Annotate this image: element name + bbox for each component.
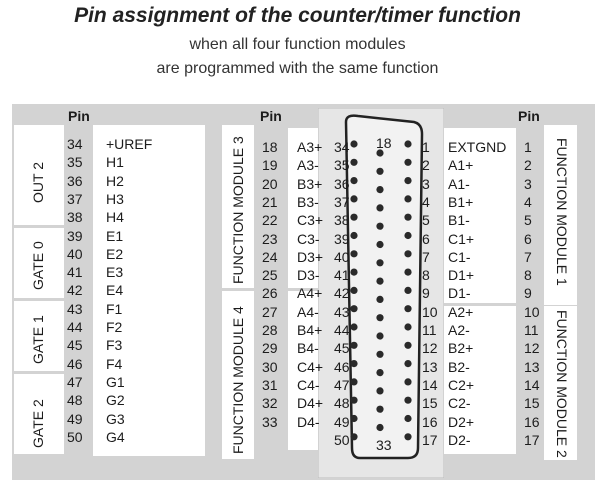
- left-signal-name: F4: [106, 355, 123, 372]
- connector-pin-number-left: 44: [334, 322, 350, 338]
- connector-pin-number-right: 15: [422, 395, 438, 412]
- pin-dot: [404, 195, 411, 202]
- right-signal-name: D2+: [448, 413, 475, 430]
- pin-dot: [376, 296, 383, 303]
- left-signal-name: H1: [106, 154, 124, 171]
- middle-signal-name: D3-: [297, 267, 320, 284]
- middle-signal-name: B4+: [297, 322, 323, 338]
- pin-dot: [376, 332, 383, 339]
- pin-dot: [350, 397, 357, 404]
- right-signal-name: B2-: [448, 358, 470, 375]
- left-signal-name: G2: [106, 392, 125, 409]
- middle-pin-number: 27: [262, 303, 278, 320]
- pin-dot: [404, 177, 411, 184]
- right-signal-name: C2+: [448, 376, 475, 393]
- left-signal-name: +UREF: [106, 136, 153, 152]
- right-signal-name: A2+: [448, 303, 474, 320]
- left-signal-name: H3: [106, 190, 124, 207]
- pin-dot: [404, 305, 411, 312]
- connector-pin-number-right: 17: [422, 431, 438, 448]
- right-pin-number: 11: [524, 322, 539, 338]
- pin-dot: [350, 323, 357, 330]
- pin-dot: [376, 223, 383, 230]
- middle-pin-number: 22: [262, 212, 278, 229]
- middle-pin-number: 33: [262, 413, 278, 430]
- module-label-2: FUNCTION MODULE 2: [554, 310, 570, 458]
- middle-signal-name: A3+: [297, 139, 323, 155]
- pin-dot: [376, 259, 383, 266]
- group-label-gate2: GATE 2: [30, 399, 46, 448]
- left-pin-number: 42: [67, 282, 83, 299]
- connector-pin-number-right: 3: [422, 175, 430, 192]
- right-pin-number: 17: [524, 431, 540, 448]
- connector-pin-number-right: 2: [422, 157, 430, 174]
- group-label-gate1: GATE 1: [30, 315, 46, 364]
- pin-dot: [376, 424, 383, 431]
- right-pin-number: 9: [524, 285, 532, 302]
- right-pin-number: 10: [524, 303, 540, 320]
- left-signal-name: E4: [106, 282, 124, 299]
- connector-pin-number-left: 48: [334, 395, 350, 412]
- right-pin-number: 7: [524, 248, 532, 265]
- middle-signal-name: C3-: [297, 230, 320, 247]
- pin-dot: [376, 278, 383, 285]
- connector-pin-number-right: 5: [422, 212, 430, 229]
- middle-pin-number: 19: [262, 157, 278, 174]
- connector-pin-number-left: 50: [334, 431, 350, 448]
- pin-dot: [350, 250, 357, 257]
- connector-pin-number-right: 6: [422, 230, 430, 247]
- middle-pin-number: 32: [262, 395, 278, 412]
- right-pin-number: 12: [524, 340, 540, 357]
- middle-signal-name: D3+: [297, 248, 324, 265]
- left-signal-name: E2: [106, 245, 124, 262]
- connector-bottom-label: 33: [376, 437, 392, 453]
- pin-dot: [376, 369, 383, 376]
- pin-dot: [404, 378, 411, 385]
- group-label-out2: OUT 2: [30, 162, 46, 203]
- right-pin-number: 13: [524, 358, 540, 375]
- middle-signal-name: A4-: [297, 303, 319, 320]
- connector-pin-number-right: 9: [422, 285, 430, 302]
- left-pin-number: 48: [67, 392, 83, 409]
- connector-pin-number-right: 14: [422, 376, 438, 393]
- pin-dot: [350, 433, 357, 440]
- pin-dot: [376, 186, 383, 193]
- pin-dot: [376, 314, 383, 321]
- connector-pin-number-left: 36: [334, 175, 350, 192]
- connector-pin-number-left: 41: [334, 267, 350, 284]
- pin-dot: [404, 250, 411, 257]
- connector-pin-number-right: 1: [422, 139, 430, 155]
- connector-pin-number-left: 45: [334, 340, 350, 357]
- middle-signal-name: C4+: [297, 358, 324, 375]
- left-pin-number: 34: [67, 136, 83, 152]
- left-pin-number: 47: [67, 373, 83, 390]
- right-pin-number: 5: [524, 212, 532, 229]
- right-pin-number: 1: [524, 139, 532, 155]
- left-pin-number: 46: [67, 355, 83, 372]
- connector-pin-number-left: 47: [334, 376, 350, 393]
- connector-pin-number-right: 12: [422, 340, 438, 357]
- left-pin-number: 40: [67, 245, 83, 262]
- right-signal-name: A2-: [448, 322, 470, 338]
- module-label-1: FUNCTION MODULE 1: [554, 138, 570, 286]
- pin-dot: [350, 342, 357, 349]
- right-signal-name: A1+: [448, 157, 474, 174]
- group-label-gate0: GATE 0: [30, 241, 46, 290]
- pin-dot: [350, 140, 357, 147]
- middle-signal-name: D4+: [297, 395, 324, 412]
- left-pin-number: 39: [67, 227, 83, 244]
- connector-pin-number-left: 43: [334, 303, 350, 320]
- pin-dot: [350, 177, 357, 184]
- right-signal-name: B2+: [448, 340, 474, 357]
- pin-dot: [404, 342, 411, 349]
- pin-dot: [404, 397, 411, 404]
- pin-dot: [404, 287, 411, 294]
- pin-dot: [404, 140, 411, 147]
- middle-signal-name: B3+: [297, 175, 323, 192]
- pin-dot: [350, 378, 357, 385]
- middle-signal-name: D4-: [297, 413, 320, 430]
- middle-signal-name: B4-: [297, 340, 319, 357]
- module-label-3: FUNCTION MODULE 3: [230, 136, 246, 284]
- left-pin-number: 44: [67, 319, 83, 335]
- left-signal-name: H4: [106, 209, 124, 226]
- right-pin-number: 2: [524, 157, 532, 174]
- right-pin-number: 4: [524, 193, 532, 210]
- pin-dot: [376, 168, 383, 175]
- connector-shell: [346, 116, 422, 458]
- connector-pin-number-right: 8: [422, 267, 430, 284]
- pin-dot: [350, 214, 357, 221]
- connector-pin-number-right: 4: [422, 193, 430, 210]
- right-signal-name: C2-: [448, 395, 471, 412]
- right-signal-name: A1-: [448, 175, 470, 192]
- left-pin-number: 43: [67, 300, 83, 317]
- pin-dot: [350, 287, 357, 294]
- connector-pin-number-left: 49: [334, 413, 350, 430]
- right-signal-name: D1+: [448, 267, 475, 284]
- left-signal-name: F1: [106, 300, 123, 317]
- middle-signal-name: A4+: [297, 285, 323, 302]
- left-pin-number: 36: [67, 172, 83, 189]
- pin-dot: [404, 159, 411, 166]
- pin-dot: [404, 269, 411, 276]
- left-signal-name: E1: [106, 227, 124, 244]
- left-signal-name: F2: [106, 319, 123, 335]
- right-signal-name: B1+: [448, 193, 474, 210]
- pin-dot: [404, 360, 411, 367]
- right-signal-name: EXTGND: [448, 139, 507, 155]
- pin-dot: [376, 204, 383, 211]
- connector-pin-number-left: 38: [334, 212, 350, 229]
- connector-pin-number-right: 7: [422, 248, 430, 265]
- left-signal-name: F3: [106, 337, 123, 354]
- connector-pin-number-left: 39: [334, 230, 350, 247]
- middle-pin-number: 23: [262, 230, 278, 247]
- middle-pin-number: 28: [262, 322, 278, 338]
- pin-dot: [404, 232, 411, 239]
- connector-pin-number-left: 37: [334, 193, 350, 210]
- page-title: Pin assignment of the counter/timer function: [74, 4, 521, 27]
- left-signal-name: E3: [106, 264, 124, 281]
- pin-header-middle: Pin: [260, 108, 282, 124]
- middle-pin-number: 21: [262, 193, 278, 210]
- right-signal-name: D1-: [448, 285, 471, 302]
- pin-dot: [350, 232, 357, 239]
- right-signal-name: D2-: [448, 431, 471, 448]
- pin-dot: [404, 415, 411, 422]
- pin-dot: [350, 195, 357, 202]
- middle-pin-number: 31: [262, 376, 278, 393]
- right-pin-number: 14: [524, 376, 540, 393]
- pin-dot: [350, 159, 357, 166]
- middle-signal-name: B3-: [297, 193, 319, 210]
- right-pin-number: 15: [524, 395, 540, 412]
- pin-dot: [404, 323, 411, 330]
- connector-pin-number-right: 11: [422, 322, 437, 338]
- right-pin-number: 3: [524, 175, 532, 192]
- middle-signal-name: C4-: [297, 376, 320, 393]
- subtitle-line-1: when all four function modules: [189, 36, 406, 53]
- connector-pin-number-right: 10: [422, 303, 438, 320]
- right-pin-number: 8: [524, 267, 532, 284]
- right-signal-name: B1-: [448, 212, 470, 229]
- right-pin-number: 16: [524, 413, 540, 430]
- middle-pin-number: 25: [262, 267, 278, 284]
- left-pin-number: 49: [67, 410, 83, 427]
- pin-dot: [350, 305, 357, 312]
- middle-pin-number: 30: [262, 358, 278, 375]
- middle-pin-number: 26: [262, 285, 278, 302]
- left-pin-number: 38: [67, 209, 83, 226]
- left-signal-name: H2: [106, 172, 124, 189]
- left-pin-number: 41: [67, 264, 83, 281]
- pin-dot: [404, 214, 411, 221]
- pin-dot: [376, 351, 383, 358]
- middle-pin-number: 18: [262, 139, 278, 155]
- pin-dot: [376, 406, 383, 413]
- left-pin-number: 37: [67, 190, 83, 207]
- pin-dot: [376, 241, 383, 248]
- left-signal-name: G3: [106, 410, 125, 427]
- connector-pin-number-right: 13: [422, 358, 438, 375]
- right-signal-name: C1+: [448, 230, 475, 247]
- left-pin-number: 45: [67, 337, 83, 354]
- connector-pin-number-left: 40: [334, 248, 350, 265]
- connector-pin-number-left: 46: [334, 358, 350, 375]
- middle-signal-name: C3+: [297, 212, 324, 229]
- left-signal-name: G1: [106, 373, 125, 390]
- connector-top-label: 18: [376, 135, 392, 151]
- connector-pin-number-left: 42: [334, 285, 350, 302]
- pin-dot: [350, 415, 357, 422]
- middle-pin-number: 20: [262, 175, 278, 192]
- left-pin-number: 35: [67, 154, 83, 171]
- middle-pin-number: 29: [262, 340, 278, 357]
- middle-signal-name: A3-: [297, 157, 319, 174]
- right-pin-number: 6: [524, 230, 532, 247]
- pin-dot: [350, 360, 357, 367]
- left-pin-number: 50: [67, 428, 83, 445]
- module-label-4: FUNCTION MODULE 4: [230, 306, 246, 454]
- connector-pin-number-left: 34: [334, 139, 350, 155]
- pin-header-right: Pin: [518, 108, 540, 124]
- middle-pin-number: 24: [262, 248, 278, 265]
- pin-header-left: Pin: [68, 108, 90, 124]
- right-signal-name: C1-: [448, 248, 471, 265]
- subtitle-line-2: are programmed with the same function: [156, 60, 439, 77]
- pin-dot: [350, 269, 357, 276]
- connector-pin-number-left: 35: [334, 157, 350, 174]
- pin-dot: [376, 387, 383, 394]
- left-signal-name: G4: [106, 428, 125, 445]
- pin-dot: [404, 433, 411, 440]
- connector-pin-number-right: 16: [422, 413, 438, 430]
